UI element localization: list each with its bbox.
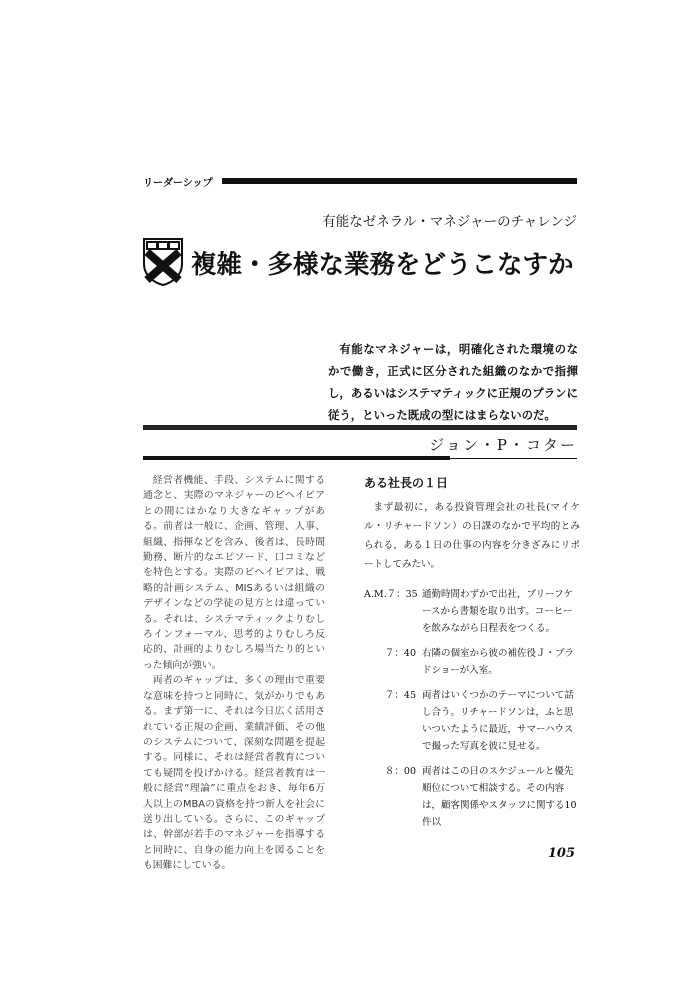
entry-text: 通勤時間わずかで出社，ブリーフケースから書類を取り出す。コーヒーを飲みながら日程表をつくる。: [422, 589, 573, 634]
entry-time: A.M.７：35: [364, 589, 418, 600]
divider-rule: [143, 425, 577, 430]
summary-column: [143, 473, 325, 874]
entry-time: ８：00: [384, 766, 416, 777]
section-rule: [222, 178, 577, 184]
summary-paragraph: 経営者機能、手段、システムに関する通念と、実際のマネジャーのビヘイビアとの間にはかなり大きなギャップがある。前者は一般に、企画、管理、人事、組織、指揮などを含み、後者は、長時間勤務、断片的なエピソード、口コミなどを特色とする。実際のビヘイビアは、戦略的計画システム、MISあるいは組織のデザインなどの学徒の見方とは違っている。それは、システマティックよりむしろインフォーマル、思考的よりむしろ反応的、計画的よりむしろ場当たり的といった傾向が強い。: [143, 475, 325, 671]
timeline-entry: [364, 645, 580, 679]
section-label: リーダーシップ: [143, 178, 213, 189]
entry-time: ７：40: [384, 648, 416, 659]
page-number: 105: [547, 846, 575, 861]
summary-paragraph: 両者のギャップは、多くの理由で重要な意味を持つと同時に、気がかりでもある。まず第一に、それは今日広く活用されている正規の企画、業績評価、その他のシステムについて、深刻な問題を提起する。同様に、それは経営者教育についても疑問を投げかける。経営者教育は一般に経営“理論”に重点をおき、毎年6万人以上のMBAの資格を持つ新人を社会に送り出している。さらに、このギャップは、幹部が若手のマネジャーを指導すると同時に、自身の能力向上を図ることをも困難にしている。: [143, 675, 325, 872]
timeline-entry: [364, 687, 580, 755]
article-subtitle: 有能なゼネラル・マネジャーのチャレンジ: [322, 214, 577, 230]
shield-logo-icon: [143, 238, 183, 286]
intro-paragraph: まず最初に，ある投資管理会社の社長(マイケル・リチャードソン）の日課のなかで平均的とみられる，ある１日の仕事の内容を分きざみにリポートしてみたい。: [364, 502, 580, 570]
timeline-entry: [364, 586, 580, 637]
divider-rule-thin: [450, 458, 577, 459]
entry-text: 右隣の個室から彼の補佐役Ｊ・ブラドショーが入室。: [422, 648, 575, 676]
entry-text: 両者はいくつかのテーマについて話し合う。リチャードソンは，ふと思いついたように最近，サマーハウスで撮った写真を彼に見せる。: [422, 690, 574, 752]
body-column: [364, 476, 580, 839]
author-name: ジョン・P・コター: [429, 436, 577, 454]
entry-time: ７：45: [384, 690, 416, 701]
timeline-entry: [364, 763, 580, 831]
article-title: 複雑・多様な業務をどうこなすか: [191, 250, 574, 280]
divider-rule: [143, 456, 450, 460]
entry-text: 両者はこの日のスケジュールと優先順位について相談する。その内容は，顧客関係やスタッフに関する10件以: [422, 766, 577, 828]
lead-paragraph: 有能なマネジャーは，明確化された環境のなかで働き，正式に区分された組織のなかで指揮し，あるいはシステマティックに正規のプランに従う，といった既成の型にはまらないのだ。: [328, 342, 578, 422]
section-heading: ある社長の１日: [364, 476, 449, 490]
